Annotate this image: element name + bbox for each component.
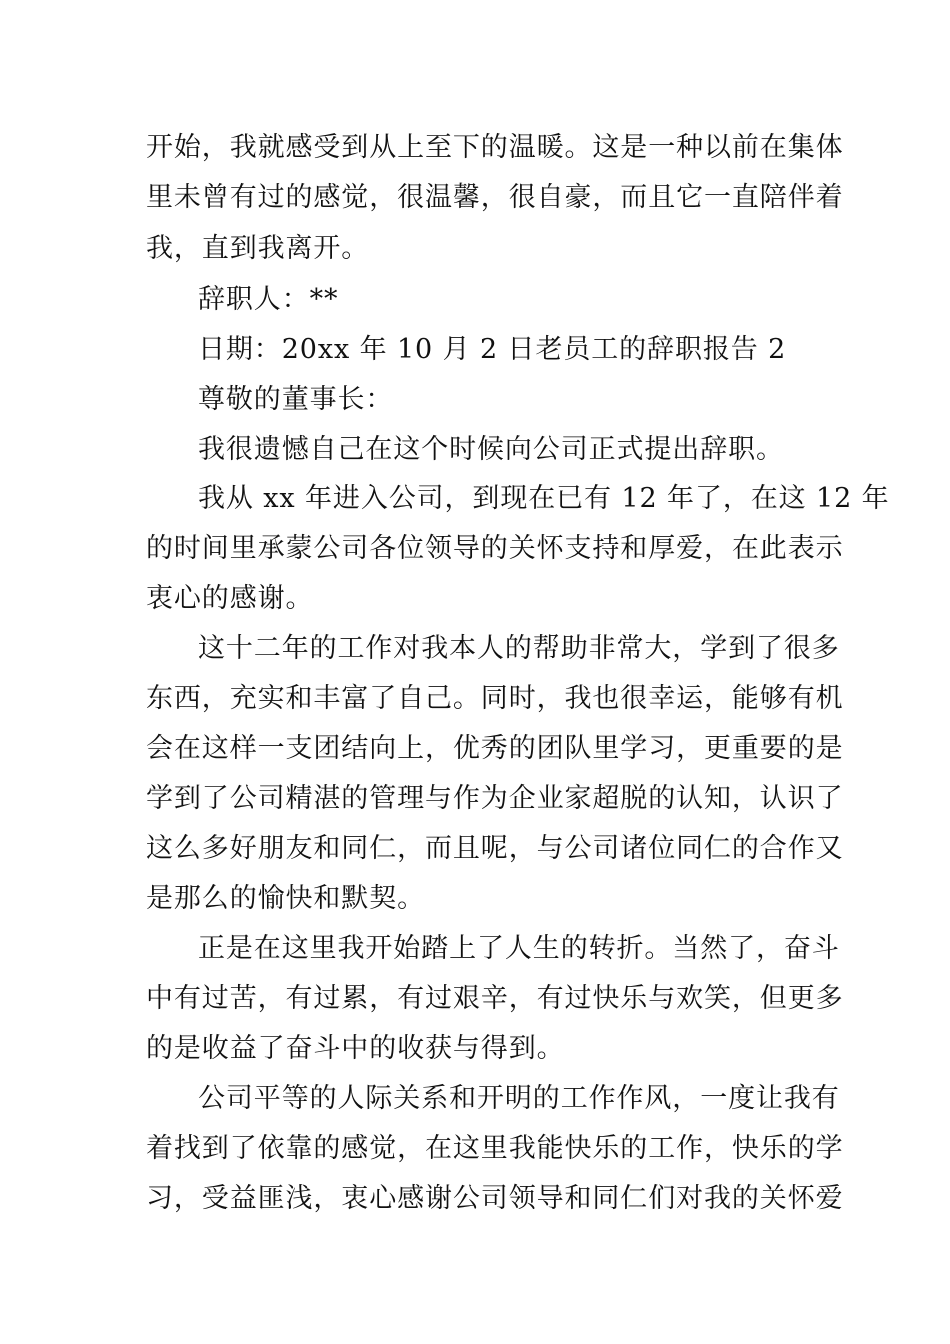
text-line: 里未曾有过的感觉，很温馨，很自豪，而且它一直陪伴着	[146, 182, 844, 213]
text-line: 正是在这里我开始踏上了人生的转折。当然了，奋斗	[198, 933, 840, 964]
text-line: 中有过苦，有过累，有过艰辛，有过快乐与欢笑，但更多	[146, 983, 844, 1014]
text-line: 东西，充实和丰富了自己。同时，我也很幸运，能够有机	[146, 683, 844, 714]
text-line: 习，受益匪浅，衷心感谢公司领导和同仁们对我的关怀爱	[146, 1183, 844, 1214]
signer-line: 辞职人：**	[198, 284, 339, 315]
text-line: 会在这样一支团结向上，优秀的团队里学习，更重要的是	[146, 733, 844, 764]
text-line: 这么多好朋友和同仁，而且呢，与公司诸位同仁的合作又	[146, 833, 844, 864]
text-line: 开始，我就感受到从上至下的温暖。这是一种以前在集体	[146, 132, 844, 163]
text-line: 我从 xx 年进入公司，到现在已有 12 年了，在这 12 年	[198, 483, 890, 514]
text-line: 衷心的感谢。	[146, 583, 314, 614]
text-line: 的时间里承蒙公司各位领导的关怀支持和厚爱，在此表示	[146, 533, 844, 564]
salutation-line: 尊敬的董事长：	[198, 384, 394, 415]
text-line: 公司平等的人际关系和开明的工作作风，一度让我有	[198, 1083, 840, 1114]
text-line: 是那么的愉快和默契。	[146, 883, 425, 914]
text-line: 这十二年的工作对我本人的帮助非常大，学到了很多	[198, 633, 840, 664]
text-line: 着找到了依靠的感觉，在这里我能快乐的工作，快乐的学	[146, 1133, 844, 1164]
text-line: 学到了公司精湛的管理与作为企业家超脱的认知，认识了	[146, 783, 844, 814]
text-line: 的是收益了奋斗中的收获与得到。	[146, 1033, 565, 1064]
date-title-line: 日期：20xx 年 10 月 2 日老员工的辞职报告 2	[198, 334, 787, 365]
text-line: 我，直到我离开。	[146, 233, 370, 264]
text-line: 我很遗憾自己在这个时候向公司正式提出辞职。	[198, 434, 784, 465]
